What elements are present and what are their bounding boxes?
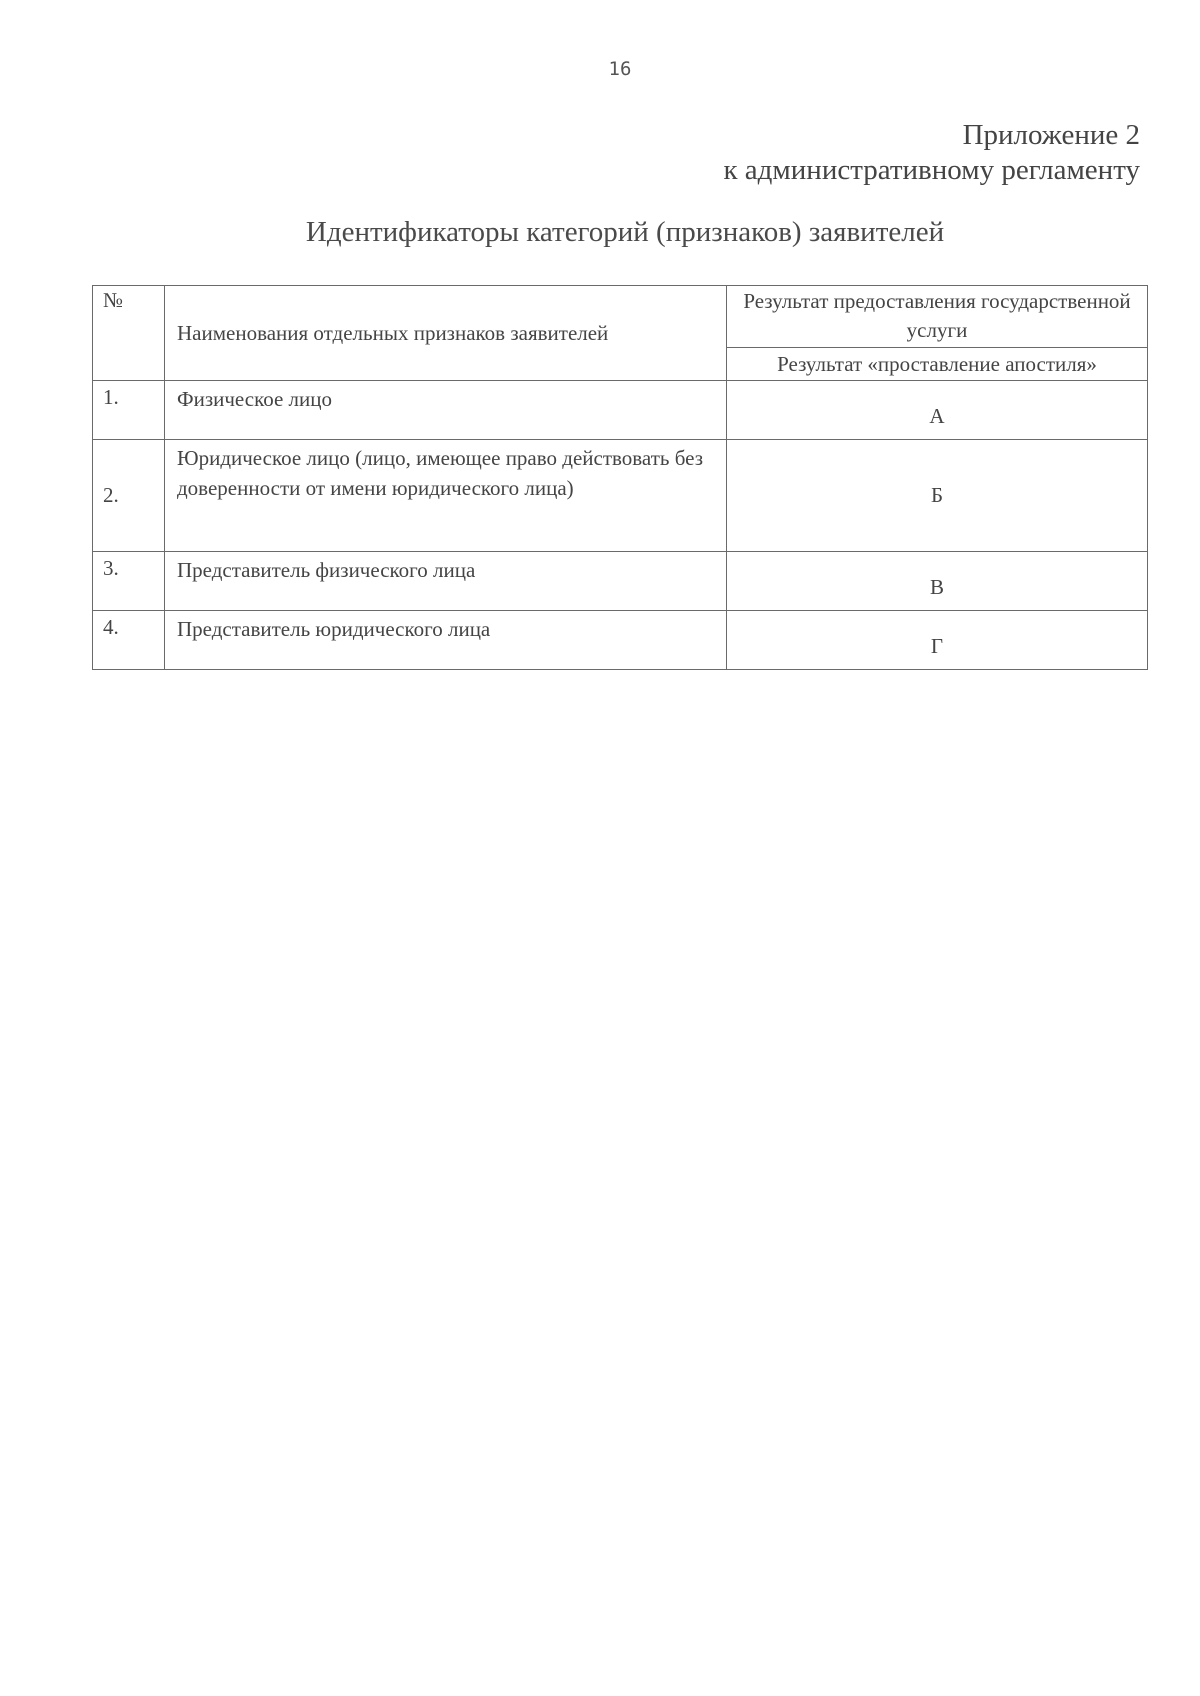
header-number: № <box>93 286 165 381</box>
row-number: 3. <box>93 552 165 611</box>
row-number: 2. <box>93 440 165 552</box>
row-number: 1. <box>93 381 165 440</box>
table-header-row <box>93 286 1148 348</box>
page-number: 16 <box>608 58 632 80</box>
table-row <box>93 440 1148 552</box>
appendix-caption <box>723 118 1140 188</box>
header-sub-result: Результат «проставление апостиля» <box>727 347 1148 380</box>
row-name: Представитель физического лица <box>165 552 727 611</box>
document-title: Идентификаторы категорий (признаков) заявителей <box>305 216 945 248</box>
header-result: Результат предоставления государственной услуги <box>727 286 1148 348</box>
row-name: Представитель юридического лица <box>165 611 727 670</box>
identifiers-table <box>92 285 1148 670</box>
row-number: 4. <box>93 611 165 670</box>
row-result: Б <box>727 440 1148 552</box>
row-result: Г <box>727 611 1148 670</box>
row-name: Физическое лицо <box>165 381 727 440</box>
row-result: В <box>727 552 1148 611</box>
row-result: А <box>727 381 1148 440</box>
table-row <box>93 381 1148 440</box>
header-name: Наименования отдельных признаков заявителей <box>165 286 727 381</box>
table-row <box>93 552 1148 611</box>
table-row <box>93 611 1148 670</box>
appendix-reference: к административному регламенту <box>723 154 1140 186</box>
row-name: Юридическое лицо (лицо, имеющее право действовать без доверенности от имени юридического лица) <box>165 440 727 552</box>
appendix-number: Приложение 2 <box>962 119 1140 151</box>
